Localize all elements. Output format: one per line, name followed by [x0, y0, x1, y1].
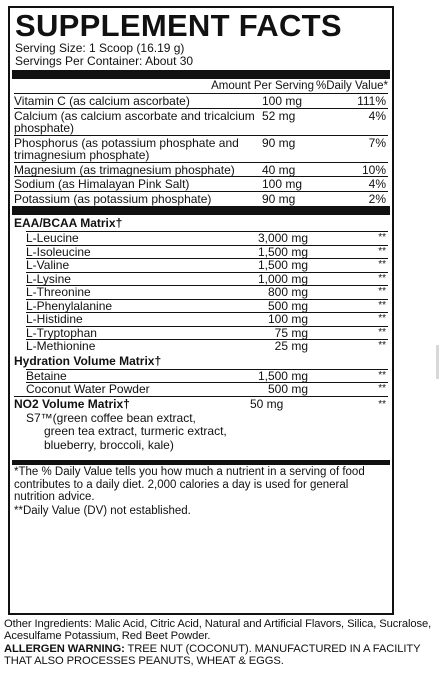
ingredient-dv: ** [378, 286, 386, 297]
s7-line: green tea extract, turmeric extract, [44, 424, 227, 438]
nutrient-name: Calcium (as calcium ascorbate and tricalcium phosphate) [14, 108, 255, 135]
ingredient-dv: ** [378, 326, 386, 338]
ingredient-dv: ** [378, 259, 386, 270]
vitamin-rows [14, 94, 388, 205]
nutrient-name: Sodium (as Himalayan Pink Salt) [14, 177, 190, 191]
ingredient-name: L-Tryptophan [26, 325, 97, 340]
nutrient-dv: 111% [357, 94, 386, 108]
other-ingredients: Other Ingredients: Malic Acid, Citric Acid, Natural and Artificial Flavors, Silica, Sucralose, Acesulfame Potassium, Red Beet Powder. [4, 618, 432, 643]
ingredient-amount: 50 mg [250, 396, 284, 411]
ingredient-amount: 75 mg [274, 325, 308, 340]
panel-title: SUPPLEMENT FACTS [15, 8, 342, 43]
ingredient-amount: 25 mg [274, 339, 308, 353]
section-title: Hydration Volume Matrix† [14, 353, 162, 368]
thick-divider [12, 70, 390, 79]
nutrient-amount: 52 mg [262, 108, 296, 123]
matrix-row [26, 299, 388, 313]
eaa-section [14, 215, 388, 353]
ingredient-amount: 1,500 mg [257, 368, 308, 383]
serving-size: Serving Size: 1 Scoop (16.19 g) [15, 41, 185, 55]
ingredient-dv: ** [378, 232, 386, 243]
matrix-row [26, 245, 388, 259]
matrix-row [26, 285, 388, 299]
s7-line: blueberry, broccoli, kale) [44, 437, 174, 452]
ingredient-amount: 3,000 mg [257, 231, 308, 245]
matrix-row [26, 339, 388, 353]
ingredient-amount: 1,000 mg [257, 271, 308, 286]
matrix-row [26, 231, 388, 245]
ingredient-name: L-Lysine [26, 271, 71, 286]
ingredient-name: L-Histidine [26, 312, 83, 326]
matrix-row [26, 272, 388, 286]
nutrient-row [14, 162, 388, 177]
nutrient-row [14, 135, 388, 162]
nutrient-dv: 7% [368, 135, 386, 150]
nutrient-amount: 100 mg [262, 94, 303, 108]
servings-per-container: Servings Per Container: About 30 [15, 54, 194, 68]
nutrient-amount: 90 mg [262, 191, 296, 206]
nutrient-row [14, 94, 388, 108]
ingredient-name: L-Isoleucine [26, 244, 91, 259]
ingredient-dv: ** [378, 398, 386, 410]
ingredient-name: L-Threonine [26, 285, 91, 299]
ingredient-name: L-Phenylalanine [26, 298, 113, 313]
matrix-row [26, 369, 388, 383]
nutrient-amount: 100 mg [262, 177, 303, 191]
matrix-row [26, 258, 388, 272]
ingredient-amount: 1,500 mg [257, 244, 308, 259]
nutrient-name: Vitamin C (as calcium ascorbate) [14, 94, 190, 108]
ingredient-dv: ** [378, 272, 386, 284]
ingredient-amount: 1,500 mg [257, 258, 308, 272]
matrix-row [26, 326, 388, 340]
section-title: NO2 Volume Matrix† [14, 396, 130, 411]
nutrient-amount: 90 mg [262, 135, 296, 150]
dv-header: %Daily Value* [315, 80, 388, 92]
amount-header: Amount Per Serving [211, 80, 314, 92]
nutrient-name: Phosphorus (as potassium phosphate and trimagnesium phosphate) [14, 135, 239, 162]
ingredient-amount: 500 mg [267, 382, 308, 396]
column-header [14, 79, 388, 94]
nutrient-name: Potassium (as potassium phosphate) [14, 191, 212, 206]
ingredient-dv: ** [378, 340, 386, 351]
matrix-row [26, 382, 388, 396]
ingredient-name: L-Leucine [26, 231, 79, 245]
dv-not-established-footnote: **Daily Value (DV) not established. [14, 504, 191, 517]
nutrient-amount: 40 mg [262, 162, 296, 177]
ingredient-name: Coconut Water Powder [26, 382, 150, 396]
nutrient-name: Magnesium (as trimagnesium phosphate) [14, 162, 235, 177]
hydration-section [14, 353, 388, 396]
ingredient-dv: ** [378, 369, 386, 381]
thick-divider [12, 206, 390, 215]
ingredient-dv: ** [378, 383, 386, 394]
section-title: EAA/BCAA Matrix† [14, 216, 123, 230]
allergen-text: TREE NUT (COCONUT). MANUFACTURED IN A FACILITY THAT ALSO PROCESSES PEANUTS, WHEAT & EGGS. [4, 642, 421, 667]
nutrient-dv: 2% [368, 191, 386, 206]
allergen-warning [4, 643, 440, 668]
ingredient-amount: 500 mg [267, 298, 308, 313]
no2-row [14, 396, 388, 412]
supplement-facts-panel [8, 6, 394, 615]
ingredient-dv: ** [378, 245, 386, 257]
ingredient-dv: ** [378, 313, 386, 324]
other-ingredients-block [4, 618, 440, 667]
nutrient-row [14, 108, 388, 135]
ingredient-name: L-Methionine [26, 339, 96, 353]
s7-blend [14, 412, 388, 453]
ingredient-amount: 100 mg [267, 312, 308, 326]
nutrient-dv: 10% [361, 162, 386, 177]
nutrient-dv: 4% [368, 108, 386, 123]
ingredient-name: L-Valine [26, 258, 70, 272]
ingredient-dv: ** [378, 299, 386, 311]
allergen-label: ALLERGEN WARNING: [4, 642, 125, 655]
matrix-row [26, 312, 388, 326]
ingredient-name: Betaine [26, 368, 67, 383]
nutrient-row [14, 176, 388, 191]
no2-section [14, 396, 388, 453]
nutrient-dv: 4% [368, 177, 386, 191]
nutrient-row [14, 191, 388, 206]
s7-line: S7™(green coffee bean extract, [26, 410, 196, 425]
ingredient-amount: 800 mg [267, 285, 308, 299]
label-edge-decoration [436, 345, 444, 379]
daily-value-footnote: *The % Daily Value tells you how much a nutrient in a serving of food contributes to a daily diet. 2,000 calories a day is used for general nutrition advice. [14, 466, 365, 503]
